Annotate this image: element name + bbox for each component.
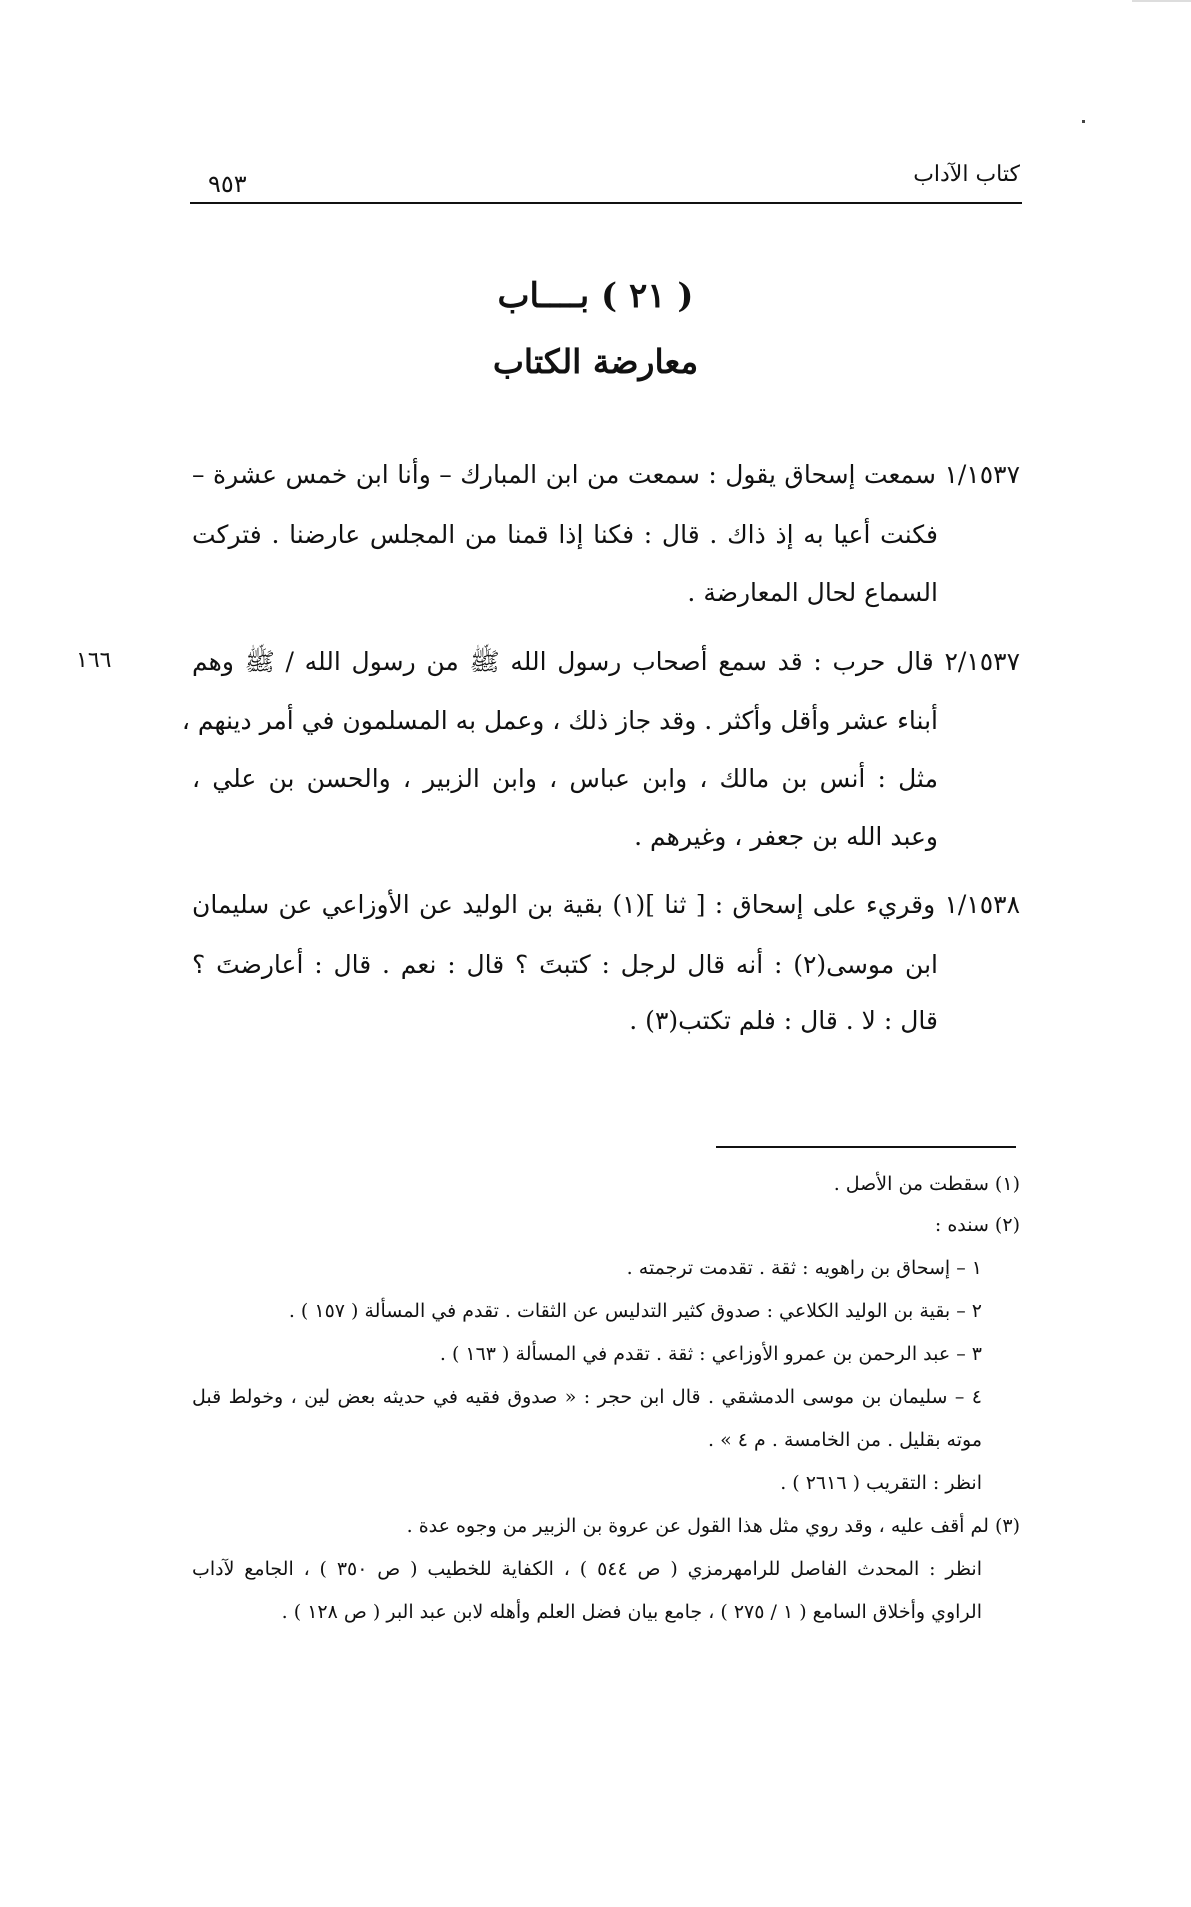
text-line: ابن موسى(٢) : أنه قال لرجل : كتبتَ ؟ قال : نعم . قال : أعارضتَ ؟ <box>192 950 938 979</box>
footnote-line: (١) سقطت من الأصل . <box>833 1173 1020 1195</box>
footnote-line: الراوي وأخلاق السامع ( ١ / ٢٧٥ ) ، جامع بيان فضل العلم وأهله لابن عبد البر ( ص ١٢٨ ) . <box>281 1601 982 1623</box>
page-number: ٩٥٣ <box>208 170 247 198</box>
footnote-rule <box>716 1146 1016 1148</box>
text-line: قال : لا . قال : فلم تكتب(٣) . <box>629 1006 938 1035</box>
text-line: أبناء عشر وأقل وأكثر . وقد جاز ذلك ، وعمل به المسلمون في أمر دينهم ، <box>181 706 938 735</box>
text-line: وعبد الله بن جعفر ، وغيرهم . <box>634 822 938 851</box>
chapter-title: معارضة الكتاب <box>492 342 699 381</box>
text-line: السماع لحال المعارضة . <box>687 578 938 607</box>
footnote-line: ٣ – عبد الرحمن بن عمرو الأوزاعي : ثقة . تقدم في المسألة ( ١٦٣ ) . <box>439 1343 982 1365</box>
text-line: ١/١٥٣٧ سمعت إسحاق يقول : سمعت من ابن المبارك – وأنا ابن خمس عشرة – <box>192 460 1020 489</box>
footnote-line: انظر : المحدث الفاصل للرامهرمزي ( ص ٥٤٤ ) ، الكفاية للخطيب ( ص ٣٥٠ ) ، الجامع لآداب <box>192 1558 982 1580</box>
running-header-title: كتاب الآداب <box>913 162 1020 187</box>
footnote-line: ٤ – سليمان بن موسى الدمشقي . قال ابن حجر : « صدوق فقيه في حديثه بعض لين ، وخولط قبل <box>192 1386 982 1408</box>
text-line: ٢/١٥٣٧ قال حرب : قد سمع أصحاب رسول الله ﷺ من رسول الله / ﷺ وهم <box>192 647 1020 676</box>
footnote-line: موته بقليل . من الخامسة . م ٤ » . <box>708 1429 982 1451</box>
footnote-line: ١ – إسحاق بن راهويه : ثقة . تقدمت ترجمته . <box>626 1257 982 1279</box>
footnote-line: ٢ – بقية بن الوليد الكلاعي : صدوق كثير التدليس عن الثقات . تقدم في المسألة ( ١٥٧ ) . <box>288 1300 982 1322</box>
text-line: ١/١٥٣٨ وقريء على إسحاق : [ ثنا ](١) بقية بن الوليد عن الأوزاعي عن سليمان <box>192 890 1020 919</box>
scan-speck <box>1082 120 1085 123</box>
text-line: مثل : أنس بن مالك ، وابن عباس ، وابن الزبير ، والحسن بن علي ، <box>192 764 938 793</box>
margin-page-reference: ١٦٦ <box>76 648 112 673</box>
footnote-line: انظر : التقريب ( ٢٦١٦ ) . <box>780 1472 982 1494</box>
header-rule <box>190 202 1022 204</box>
footnote-line: (٢) سنده : <box>934 1214 1020 1236</box>
chapter-heading: ( ٢١ ) بــــاب <box>497 276 694 316</box>
footnote-line: (٣) لم أقف عليه ، وقد روي مثل هذا القول عن عروة بن الزبير من وجوه عدة . <box>406 1515 1020 1537</box>
text-line: فكنت أعيا به إذ ذاك . قال : فكنا إذا قمنا من المجلس عارضنا . فتركت <box>192 520 938 549</box>
scan-speck <box>1132 0 1191 2</box>
